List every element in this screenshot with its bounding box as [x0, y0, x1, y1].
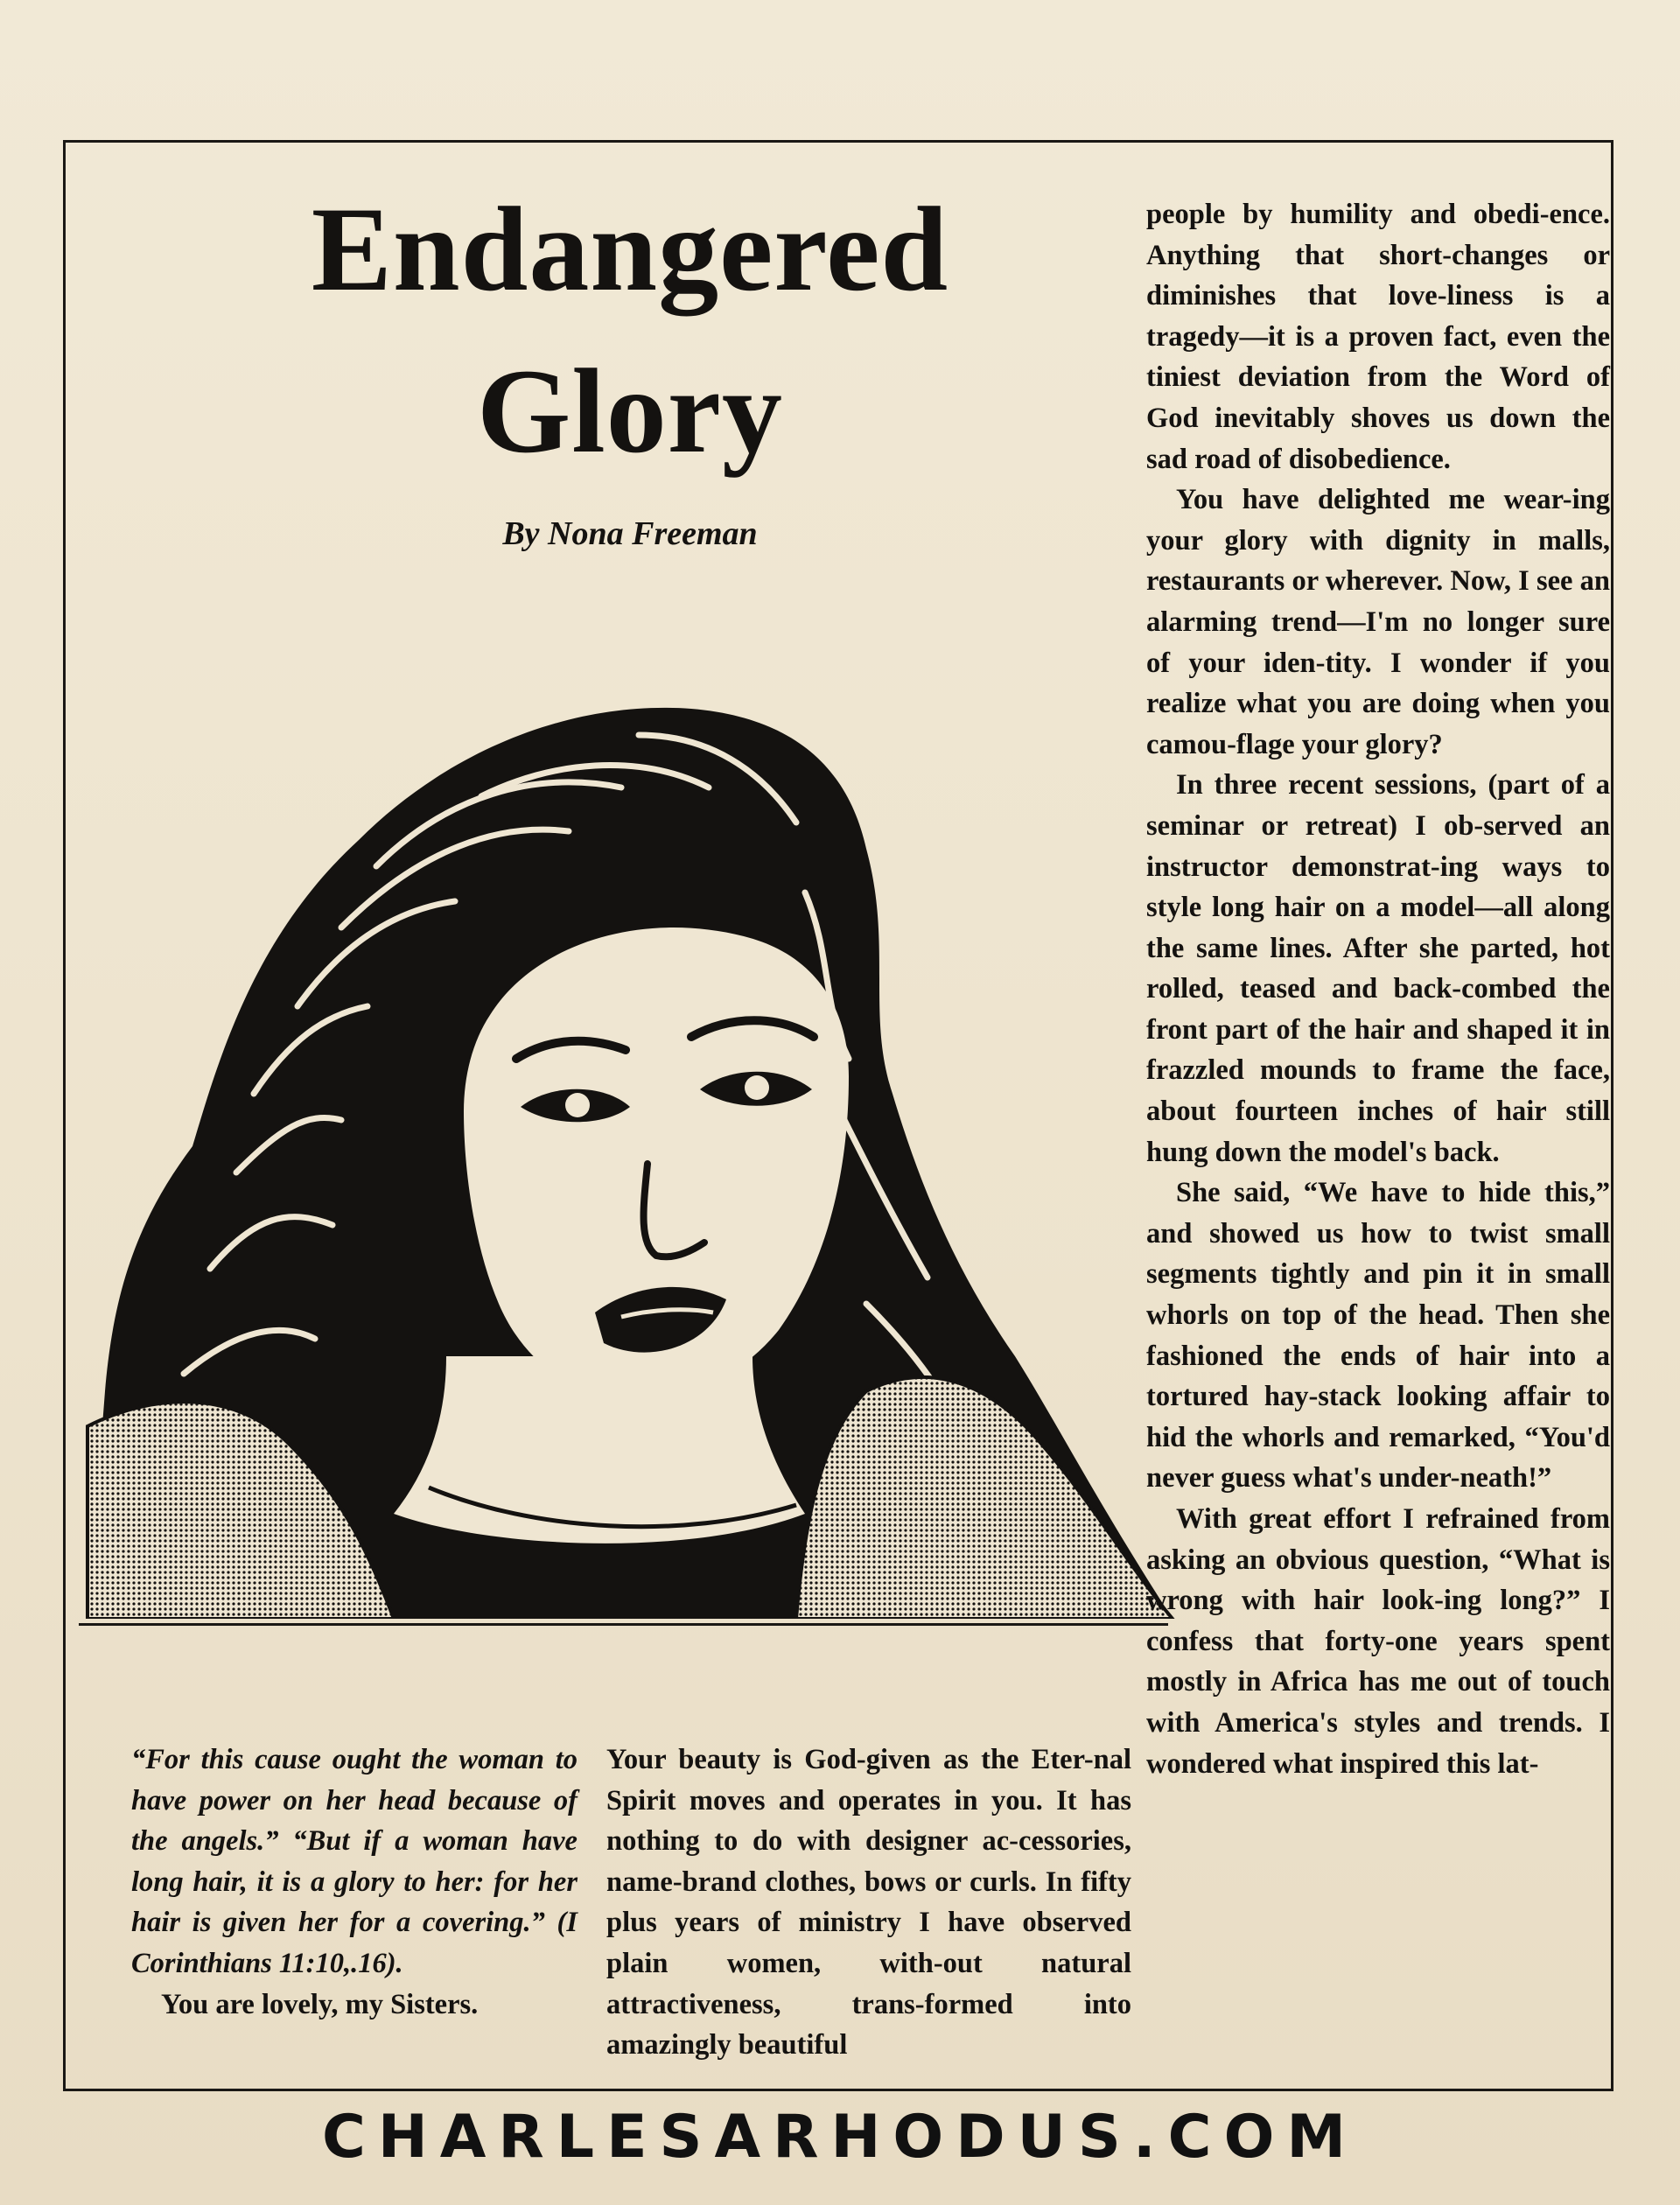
paragraph: Your beauty is God-given as the Eter-nal Spirit moves and operates in you. It has nothing to do with designer ac-cessories, name-brand clothes, bows or curls. In fifty plus years of ministry I have observed plain women, with-out natural attractiveness, trans-formed into amazingly beautiful	[606, 1744, 1131, 2062]
website-watermark: CHARLESARHODUS.COM	[321, 2103, 1359, 2172]
article-title-line2: Glory	[477, 344, 783, 478]
paragraph: She said, “We have to hide this,” and showed us how to twist small segments tightly and pin it in small whorls on top of the head. Then she fashioned the ends of hair into a tortured hay-stack looking affair to hid the whorls and remarked, “You'd never guess what's under-neath!”	[1146, 1177, 1610, 1494]
scripture-quote: “For this cause ought the woman to have power on her head because of the angels.” “But if a woman have long hair, it is a glory to her: for her hair is given her for a covering.” (I Corinthians 11:10,.16).	[131, 1744, 578, 1979]
paragraph: In three recent sessions, (part of a seminar or retreat) I ob-served an instructor demonstrat-ing ways to style long hair on a model—all along the same lines. After she parted, hot rolled, teased and back-combed the front part of the hair and shaped it in frazzled mounds to frame the face, about fourteen inches of hair still hung down the model's back.	[1146, 769, 1610, 1168]
paragraph: With great effort I refrained from asking an obvious question, “What is wrong with hair look-ing long?” I confess that forty-one years spent mostly in Africa has me out of touch with America's styles and trends. I wondered what inspired this lat-	[1146, 1503, 1610, 1780]
article-byline: By Nona Freeman	[502, 515, 758, 552]
paragraph: people by humility and obedi-ence. Anything that short-changes or diminishes that love-liness is a tragedy—it is a proven fact, even the tiniest deviation from the Word of God inevitably shoves us down the sad road of disobedience.	[1146, 199, 1610, 475]
article-column-middle	[606, 1740, 1131, 2066]
paragraph: You have delighted me wear-ing your glory with dignity in malls, restaurants or wherever. Now, I see an alarming trend—I'm no longer sure of your iden-tity. I wonder if you realize what you are doing when you camou-flage your glory?	[1146, 484, 1610, 760]
article-column-left	[131, 1740, 578, 2025]
woman-portrait-illustration	[79, 604, 1181, 1619]
article-column-right	[1146, 194, 1610, 1784]
illustration-divider	[79, 1623, 1168, 1626]
article-title-line1: Endangered	[311, 182, 949, 316]
paragraph: You are lovely, my Sisters.	[161, 1988, 479, 2020]
